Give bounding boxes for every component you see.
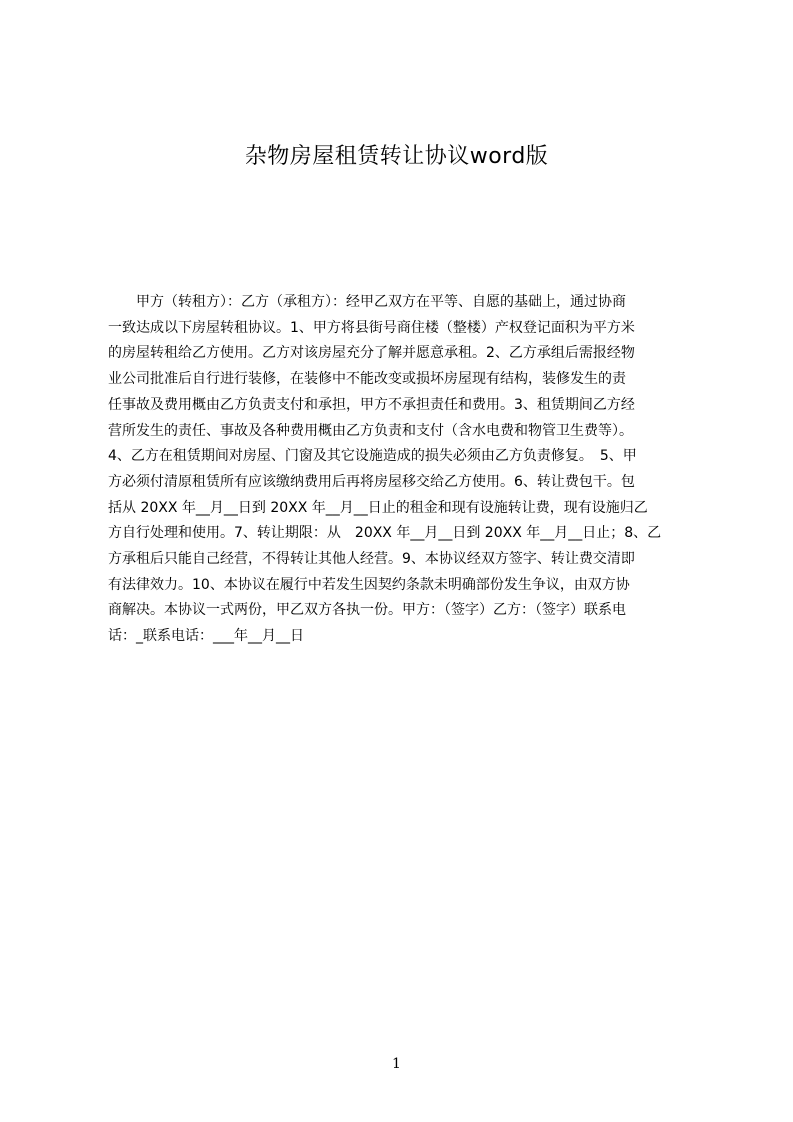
document-title: 杂物房屋租赁转让协议word版 (244, 144, 549, 169)
body-line: 括从 20XX 年__月__日到 20XX 年__月__日止的租金和现有设施转让费，现有设施归乙 (108, 499, 648, 516)
page-number: 1 (392, 1056, 401, 1072)
body-line: 方承租后只能自己经营，不得转让其他人经营。9、本协议经双方签字、转让费交清即 (108, 551, 635, 568)
body-line: 话：_联系电话：___年__月__日 (108, 628, 304, 645)
body-line: 业公司批准后自行进行装修，在装修中不能改变或损坏房屋现有结构，装修发生的责 (108, 371, 626, 388)
body-line: 任事故及费用概由乙方负责支付和承担，甲方不承担责任和费用。3、租赁期间乙方经 (108, 396, 635, 413)
body-line: 方必须付清原租赁所有应该缴纳费用后再将房屋移交给乙方使用。6、转让费包干。包 (108, 473, 635, 490)
body-line: 的房屋转租给乙方使用。乙方对该房屋充分了解并愿意承租。2、乙方承组后需报经物 (108, 345, 635, 362)
body-line: 商解决。本协议一式两份，甲乙双方各执一份。甲方：（签字）乙方：（签字）联系电 (108, 602, 626, 619)
body-line: 有法律效力。10、本协议在履行中若发生因契约条款未明确部份发生争议，由双方协 (108, 576, 630, 593)
body-line: 营所发生的责任、事故及各种费用概由乙方负责和支付（含水电费和物管卫生费等）。 (108, 422, 633, 439)
body-line: 方自行处理和使用。7、转让期限：从 20XX 年__月__日到 20XX 年__月__日止；8、乙 (108, 525, 662, 542)
body-line: 4、乙方在租赁期间对房屋、门窗及其它设施造成的损失必须由乙方负责修复。 5、甲 (108, 448, 637, 465)
body-line: 一致达成以下房屋转租协议。1、甲方将县街号商住楼（整楼）产权登记面积为平方米 (108, 319, 635, 336)
body-line: 甲方（转租方）：乙方（承租方）：经甲乙双方在平等、自愿的基础上，通过协商 (108, 294, 626, 310)
agreement-body (108, 290, 698, 650)
